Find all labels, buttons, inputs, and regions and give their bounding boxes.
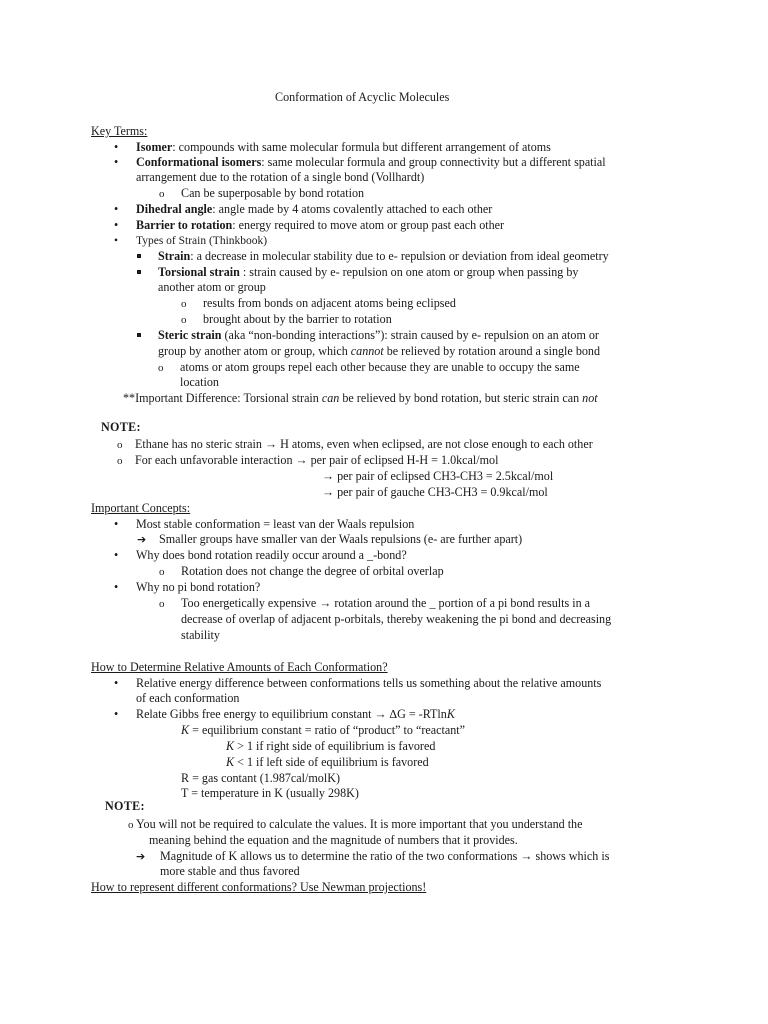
list-item: o results from bonds on adjacent atoms being eclipsed (181, 296, 456, 310)
list-item: o You will not be required to calculate the values. It is more important that you understand the (128, 817, 583, 831)
list-item: ➔ Magnitude of K allows us to determine the ratio of the two conformations → shows which is (136, 849, 610, 863)
bullet-icon: • (114, 676, 119, 690)
circle-bullet-icon: o (181, 314, 187, 326)
list-item-continued: group by another atom or group, which cannot be relieved by rotation around a single bond (158, 344, 601, 358)
list-item: • Why does bond rotation readily occur around a _-bond? (114, 548, 407, 562)
list-item-continued: of each conformation (136, 691, 240, 705)
bullet-icon: • (114, 202, 119, 216)
list-item: • Why no pi bond rotation? (114, 580, 261, 594)
list-item-continued: → per pair of gauche CH3-CH3 = 0.9kcal/mol (322, 485, 548, 499)
list-item: • Relate Gibbs free energy to equilibrium constant → ∆G = -RTlnK (114, 707, 455, 721)
list-item-continued: location (180, 375, 219, 389)
list-item: • Conformational isomers: same molecular formula and group connectivity but a different spatial (114, 155, 606, 169)
bullet-icon: • (114, 235, 119, 247)
circle-bullet-icon: o (117, 439, 123, 451)
bullet-icon: • (114, 548, 119, 562)
list-item: o brought about by the barrier to rotation (181, 312, 392, 326)
note-label: NOTE: (101, 420, 141, 434)
bullet-icon: • (114, 155, 119, 169)
list-item: Strain: a decrease in molecular stability due to e- repulsion or deviation from ideal geometry (137, 249, 609, 263)
bullet-icon: • (114, 707, 119, 721)
list-item: Steric strain (aka “non-bonding interactions”): strain caused by e- repulsion on an atom or (137, 328, 599, 342)
arrow-right-icon: ➔ (136, 850, 146, 863)
equation-line: K > 1 if right side of equilibrium is favored (226, 739, 436, 753)
list-item-continued: decrease of overlap of adjacent p-orbitals, thereby weakening the pi bond and decreasing (181, 612, 612, 626)
list-item: o Too energetically expensive → rotation around the _ portion of a pi bond results in a (159, 596, 591, 610)
circle-bullet-icon: o (159, 188, 165, 200)
equation-line: T = temperature in K (usually 298K) (181, 786, 359, 800)
list-item-continued: more stable and thus favored (160, 864, 300, 878)
equation-line: K = equilibrium constant = ratio of “product” to “reactant” (181, 723, 465, 737)
equation-line: R = gas contant (1.987cal/molK) (181, 771, 340, 785)
list-item: o For each unfavorable interaction → per pair of eclipsed H-H = 1.0kcal/mol (117, 453, 499, 467)
list-item-continued: another atom or group (158, 280, 266, 294)
square-bullet-icon (137, 249, 158, 263)
list-item: o Rotation does not change the degree of orbital overlap (159, 564, 444, 578)
circle-bullet-icon: o (181, 298, 187, 310)
list-item: • Most stable conformation = least van der Waals repulsion (114, 517, 415, 531)
bullet-icon: • (114, 517, 119, 531)
bullet-icon: • (114, 218, 119, 232)
bullet-icon: • (114, 580, 119, 594)
newman-heading: How to represent different conformations? Use Newman projections! (91, 880, 427, 894)
relative-amounts-heading: How to Determine Relative Amounts of Each Conformation? (91, 660, 388, 674)
important-difference: **Important Difference: Torsional strain can be relieved by bond rotation, but steric strain can not (123, 391, 598, 405)
list-item: • Isomer: compounds with same molecular formula but different arrangement of atoms (114, 140, 551, 154)
list-item: o atoms or atom groups repel each other because they are unable to occupy the same (158, 360, 580, 374)
circle-bullet-icon: o (117, 455, 123, 467)
circle-bullet-icon: o (128, 819, 134, 831)
list-item: o Ethane has no steric strain → H atoms, even when eclipsed, are not close enough to each other (117, 437, 593, 451)
list-item-continued: stability (181, 628, 220, 642)
circle-bullet-icon: o (159, 598, 165, 610)
circle-bullet-icon: o (158, 362, 164, 374)
page-title: Conformation of Acyclic Molecules (275, 90, 450, 104)
square-bullet-icon (137, 265, 158, 279)
list-item: • Dihedral angle: angle made by 4 atoms covalently attached to each other (114, 202, 493, 216)
square-bullet-icon (137, 328, 158, 342)
list-item: • Relative energy difference between conformations tells us something about the relative amounts (114, 676, 602, 690)
note-label: NOTE: (105, 799, 145, 813)
list-item-continued: meaning behind the equation and the magnitude of numbers that it provides. (149, 833, 518, 847)
list-item: ➔ Smaller groups have smaller van der Waals repulsions (e- are further apart) (137, 532, 523, 546)
list-item: o Can be superposable by bond rotation (159, 186, 365, 200)
list-item: Torsional strain : strain caused by e- repulsion on one atom or group when passing by (137, 265, 578, 279)
list-item-continued: arrangement due to the rotation of a single bond (Vollhardt) (136, 170, 425, 184)
list-item: • Barrier to rotation: energy required to move atom or group past each other (114, 218, 505, 232)
arrow-right-icon: ➔ (137, 533, 147, 546)
circle-bullet-icon: o (159, 566, 165, 578)
equation-line: K < 1 if left side of equilibrium is favored (226, 755, 429, 769)
concepts-heading: Important Concepts: (91, 501, 191, 515)
key-terms-heading: Key Terms: (91, 124, 148, 138)
list-item: • Types of Strain (Thinkbook) (114, 235, 268, 247)
list-item-continued: → per pair of eclipsed CH3-CH3 = 2.5kcal/mol (322, 469, 554, 483)
bullet-icon: • (114, 140, 119, 154)
